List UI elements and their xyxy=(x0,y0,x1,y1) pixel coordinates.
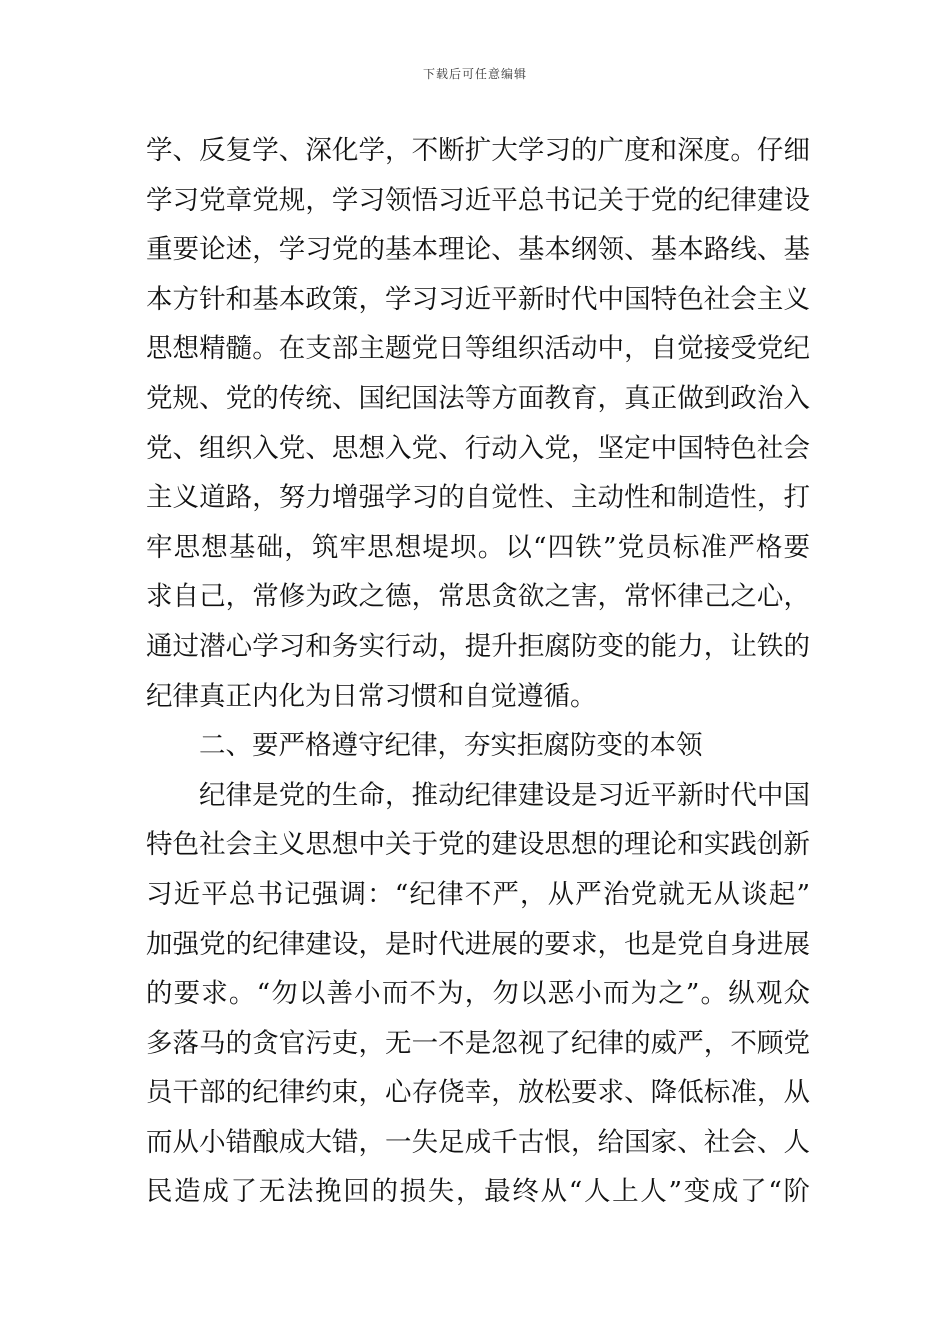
body-text xyxy=(146,126,810,1217)
text-line: 求自己，常修为政之德，常思贪欲之害，常怀律己之心， xyxy=(146,581,810,613)
text-line: 民造成了无法挽回的损失，最终从“人上人”变成了“阶 xyxy=(146,1176,810,1208)
text-line: 纪律是党的生命，推动纪律建设是习近平新时代中国 xyxy=(199,779,810,811)
text-line: 的要求。“勿以善小而不为，勿以恶小而为之”。纵观众 xyxy=(146,978,810,1010)
text-line: 通过潜心学习和务实行动，提升拒腐防变的能力，让铁的 xyxy=(146,630,810,662)
text-line: 牢思想基础，筑牢思想堤坝。以“四铁”党员标准严格要 xyxy=(146,531,810,563)
text-line: 多落马的贪官污吏，无一不是忽视了纪律的威严，不顾党 xyxy=(146,1027,810,1059)
text-line: 习近平总书记强调：“纪律不严，从严治党就无从谈起” xyxy=(146,878,810,910)
text-line: 党规、党的传统、国纪国法等方面教育，真正做到政治入 xyxy=(146,382,810,414)
text-line: 学、反复学、深化学，不断扩大学习的广度和深度。仔细 xyxy=(146,135,810,166)
text-line: 纪律真正内化为日常习惯和自觉遵循。 xyxy=(146,680,597,712)
text-line: 学习党章党规，学习领悟习近平总书记关于党的纪律建设 xyxy=(146,184,810,216)
text-line: 而从小错酿成大错，一失足成千古恨，给国家、社会、人 xyxy=(146,1126,810,1158)
text-line: 思想精髓。在支部主题党日等组织活动中，自觉接受党纪 xyxy=(146,333,810,365)
text-line: 重要论述，学习党的基本理论、基本纲领、基本路线、基 xyxy=(146,234,810,266)
text-line: 主义道路，努力增强学习的自觉性、主动性和制造性，打 xyxy=(146,482,810,514)
page-header-note: 下载后可任意编辑 xyxy=(422,67,527,81)
text-line: 员干部的纪律约束，心存侥幸，放松要求、降低标准，从 xyxy=(146,1077,810,1109)
text-line: 加强党的纪律建设，是时代进展的要求，也是党自身进展 xyxy=(146,928,810,960)
text-line: 特色社会主义思想中关于党的建设思想的理论和实践创新 xyxy=(146,829,810,861)
section-heading: 二、要严格遵守纪律，夯实拒腐防变的本领 xyxy=(199,730,703,762)
text-line: 党、组织入党、思想入党、行动入党，坚定中国特色社会 xyxy=(146,432,810,464)
text-line: 本方针和基本政策，学习习近平新时代中国特色社会主义 xyxy=(146,283,810,315)
